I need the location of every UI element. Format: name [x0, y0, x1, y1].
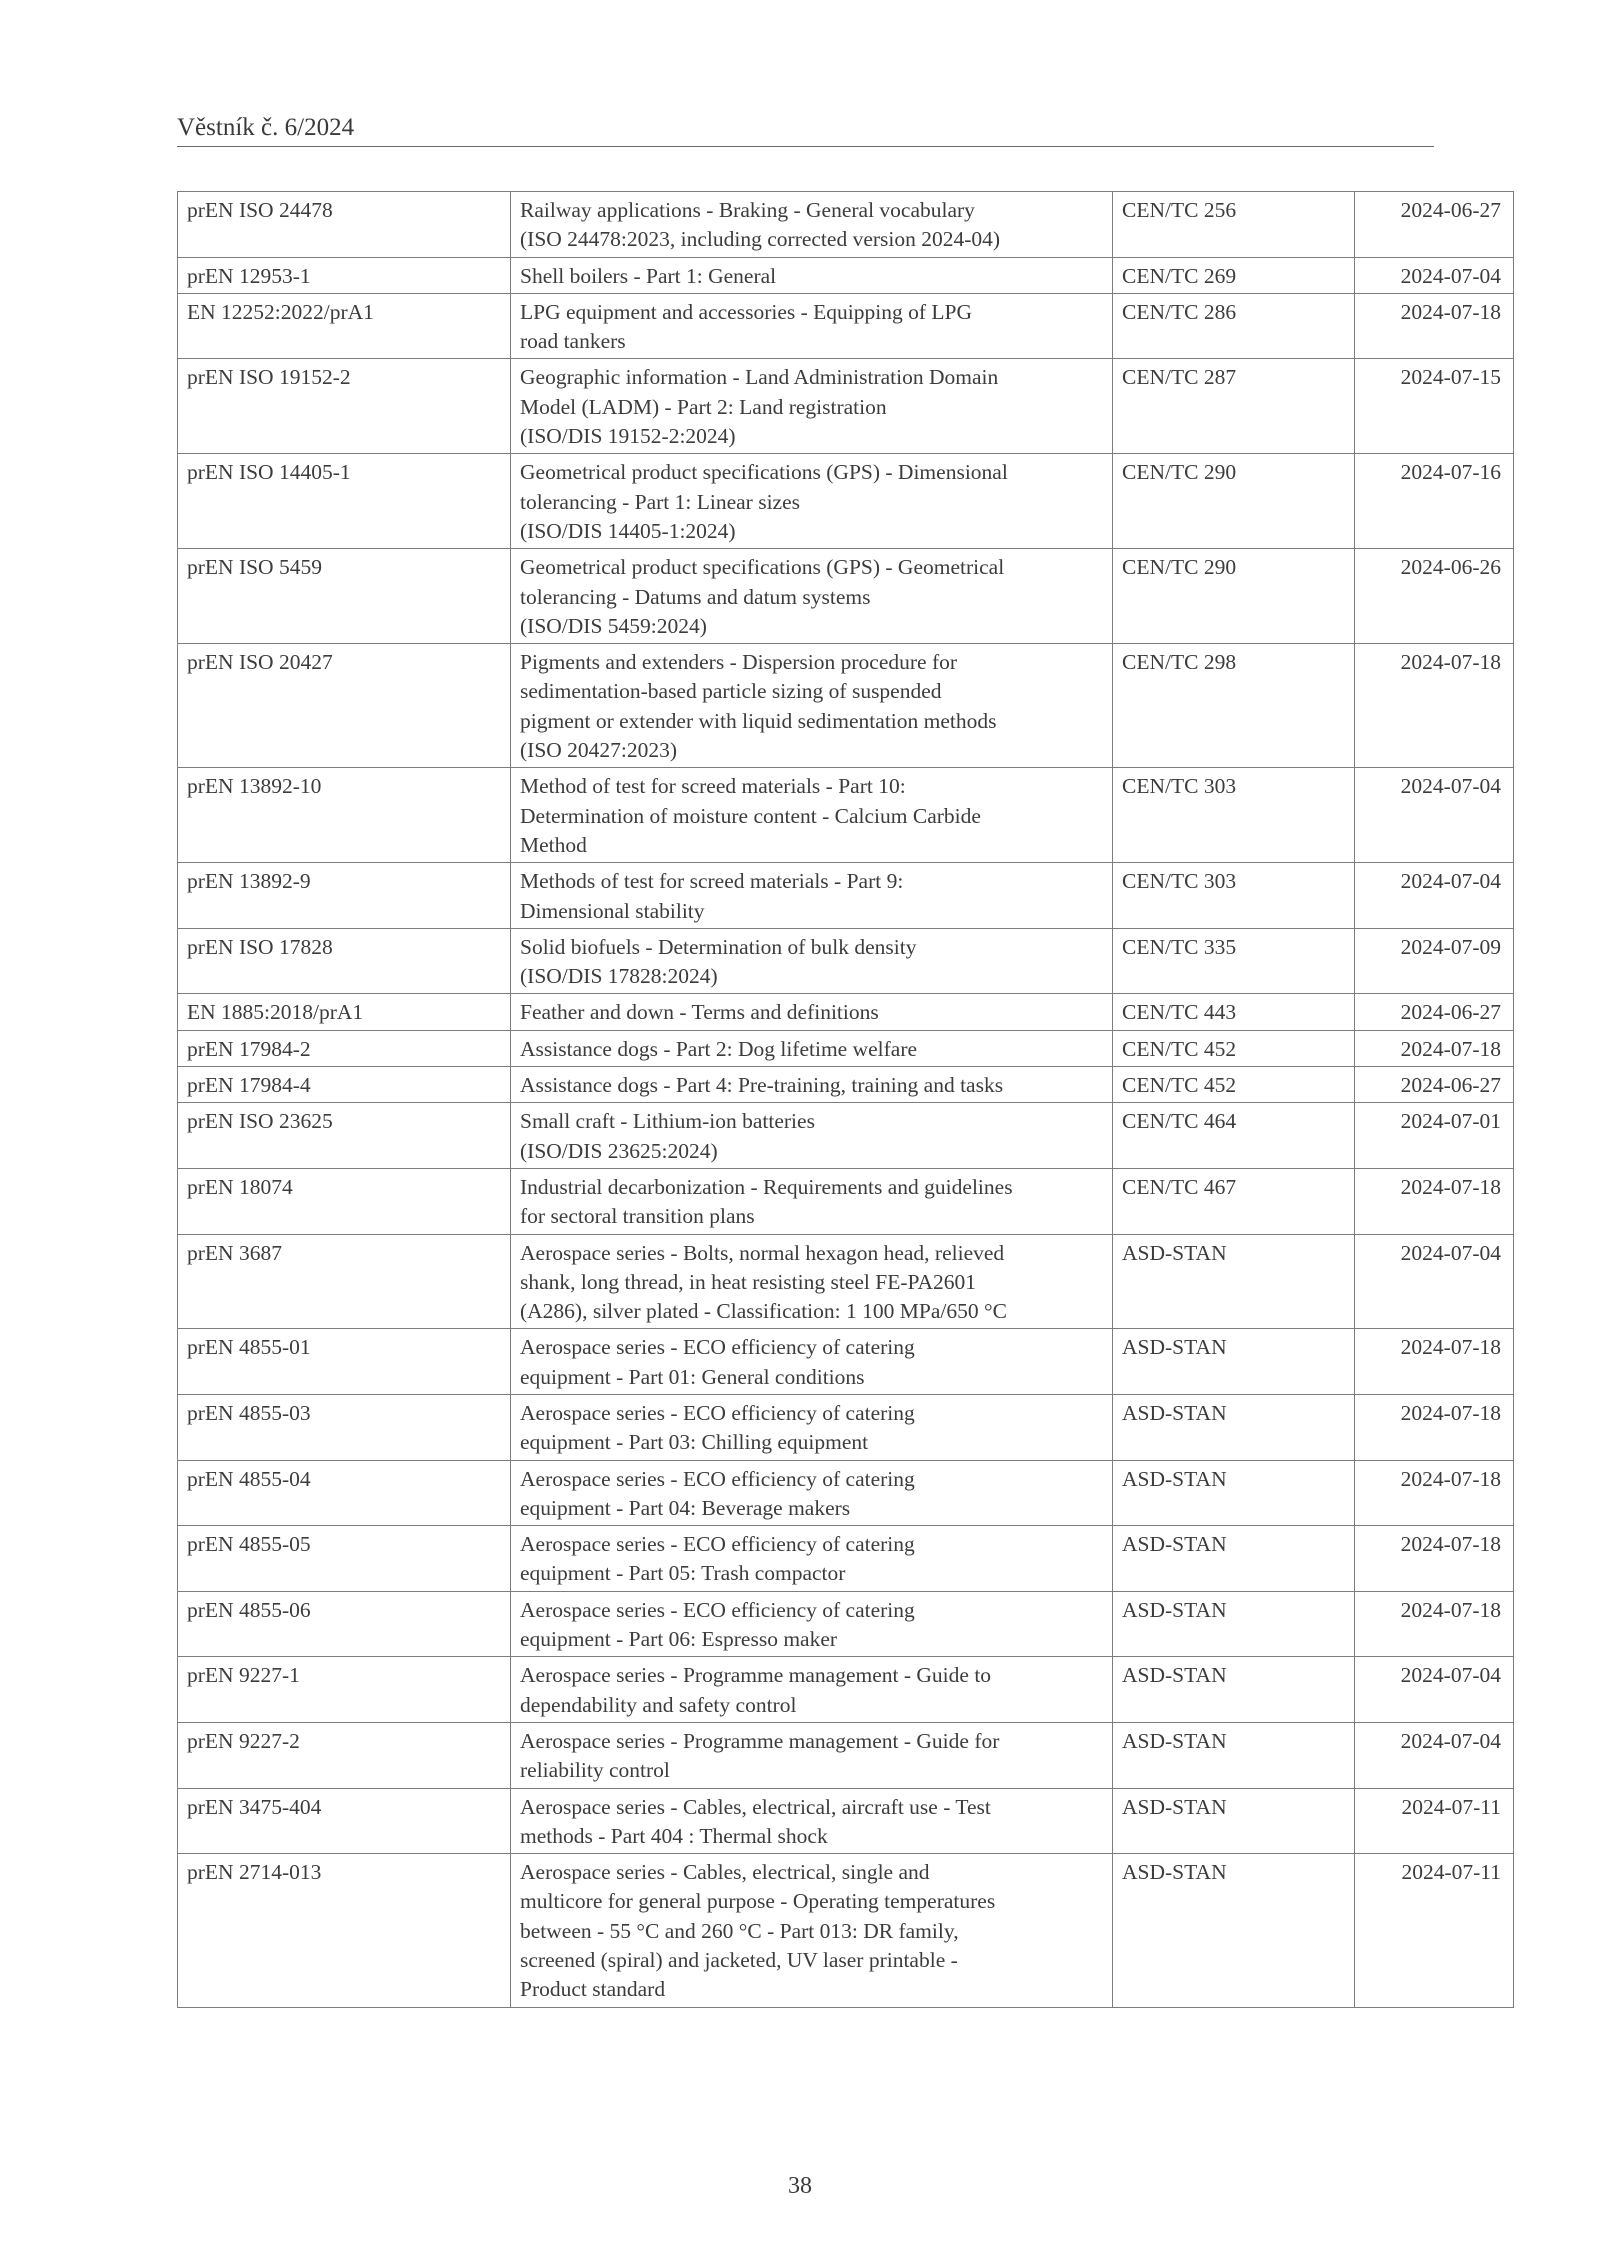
standard-title-cell: Aerospace series - ECO efficiency of catering equipment - Part 05: Trash compactor — [511, 1526, 1113, 1592]
standard-code-cell: prEN 17984-2 — [178, 1030, 511, 1066]
deadline-date-cell: 2024-07-11 — [1355, 1854, 1514, 2007]
page-header — [177, 114, 1434, 147]
committee-cell: CEN/TC 290 — [1113, 549, 1355, 644]
standard-code-cell: prEN 4855-06 — [178, 1591, 511, 1657]
standard-code-cell: prEN ISO 14405-1 — [178, 454, 511, 549]
deadline-date-cell: 2024-07-18 — [1355, 293, 1514, 359]
table-row — [178, 1103, 1514, 1169]
table-row — [178, 1234, 1514, 1329]
standard-title-cell: Geometrical product specifications (GPS) - Geometrical tolerancing - Datums and datum systems (ISO/DIS 5459:2024) — [511, 549, 1113, 644]
table-row — [178, 1030, 1514, 1066]
standard-code-cell: prEN 17984-4 — [178, 1067, 511, 1103]
table-row — [178, 1788, 1514, 1854]
deadline-date-cell: 2024-06-27 — [1355, 994, 1514, 1030]
committee-cell: ASD-STAN — [1113, 1394, 1355, 1460]
committee-cell: CEN/TC 464 — [1113, 1103, 1355, 1169]
committee-cell: CEN/TC 452 — [1113, 1067, 1355, 1103]
deadline-date-cell: 2024-07-04 — [1355, 257, 1514, 293]
committee-cell: ASD-STAN — [1113, 1788, 1355, 1854]
standard-title-cell: Shell boilers - Part 1: General — [511, 257, 1113, 293]
deadline-date-cell: 2024-06-27 — [1355, 1067, 1514, 1103]
standard-code-cell: prEN ISO 24478 — [178, 192, 511, 258]
standard-title-cell: Aerospace series - Cables, electrical, single and multicore for general purpose - Operating temperatures between - 55 °C and 260 °C - Part 013: DR family, screened (spiral) and jacketed, UV laser printable - Product standard — [511, 1854, 1113, 2007]
standard-code-cell: prEN 4855-03 — [178, 1394, 511, 1460]
standard-title-cell: Aerospace series - ECO efficiency of catering equipment - Part 01: General conditions — [511, 1329, 1113, 1395]
deadline-date-cell: 2024-06-26 — [1355, 549, 1514, 644]
committee-cell: CEN/TC 467 — [1113, 1168, 1355, 1234]
standard-code-cell: prEN ISO 20427 — [178, 644, 511, 768]
table-row — [178, 359, 1514, 454]
deadline-date-cell: 2024-07-18 — [1355, 1394, 1514, 1460]
table-row — [178, 768, 1514, 863]
table-row — [178, 928, 1514, 994]
standard-title-cell: Method of test for screed materials - Part 10: Determination of moisture content - Calcium Carbide Method — [511, 768, 1113, 863]
standard-code-cell: prEN ISO 23625 — [178, 1103, 511, 1169]
deadline-date-cell: 2024-07-09 — [1355, 928, 1514, 994]
standard-code-cell: EN 12252:2022/prA1 — [178, 293, 511, 359]
table-row — [178, 257, 1514, 293]
standard-title-cell: Aerospace series - Bolts, normal hexagon head, relieved shank, long thread, in heat resisting steel FE-PA2601 (A286), silver plated - Classification: 1 100 MPa/650 °C — [511, 1234, 1113, 1329]
standard-title-cell: Aerospace series - ECO efficiency of catering equipment - Part 03: Chilling equipment — [511, 1394, 1113, 1460]
table-row — [178, 1168, 1514, 1234]
committee-cell: CEN/TC 290 — [1113, 454, 1355, 549]
committee-cell: CEN/TC 286 — [1113, 293, 1355, 359]
table-row — [178, 994, 1514, 1030]
table-row — [178, 1460, 1514, 1526]
standard-code-cell: prEN ISO 19152-2 — [178, 359, 511, 454]
committee-cell: CEN/TC 303 — [1113, 768, 1355, 863]
standard-title-cell: Methods of test for screed materials - Part 9: Dimensional stability — [511, 863, 1113, 929]
standard-code-cell: prEN 2714-013 — [178, 1854, 511, 2007]
table-row — [178, 1854, 1514, 2007]
deadline-date-cell: 2024-07-18 — [1355, 1030, 1514, 1066]
committee-cell: CEN/TC 298 — [1113, 644, 1355, 768]
deadline-date-cell: 2024-07-01 — [1355, 1103, 1514, 1169]
table-row — [178, 1722, 1514, 1788]
deadline-date-cell: 2024-07-18 — [1355, 1591, 1514, 1657]
standard-title-cell: Geometrical product specifications (GPS) - Dimensional tolerancing - Part 1: Linear sizes (ISO/DIS 14405-1:2024) — [511, 454, 1113, 549]
table-row — [178, 549, 1514, 644]
table-row — [178, 1526, 1514, 1592]
committee-cell: CEN/TC 335 — [1113, 928, 1355, 994]
standard-title-cell: Assistance dogs - Part 2: Dog lifetime welfare — [511, 1030, 1113, 1066]
standard-code-cell: prEN 12953-1 — [178, 257, 511, 293]
committee-cell: ASD-STAN — [1113, 1526, 1355, 1592]
committee-cell: ASD-STAN — [1113, 1329, 1355, 1395]
deadline-date-cell: 2024-07-04 — [1355, 768, 1514, 863]
table-row — [178, 1067, 1514, 1103]
standard-title-cell: Industrial decarbonization - Requirements and guidelines for sectoral transition plans — [511, 1168, 1113, 1234]
committee-cell: CEN/TC 256 — [1113, 192, 1355, 258]
standard-code-cell: prEN 18074 — [178, 1168, 511, 1234]
table-row — [178, 863, 1514, 929]
table-row — [178, 1591, 1514, 1657]
deadline-date-cell: 2024-07-15 — [1355, 359, 1514, 454]
deadline-date-cell: 2024-06-27 — [1355, 192, 1514, 258]
table-row — [178, 1329, 1514, 1395]
standard-title-cell: Aerospace series - ECO efficiency of catering equipment - Part 06: Espresso maker — [511, 1591, 1113, 1657]
standards-table-body — [178, 192, 1514, 2008]
standard-code-cell: prEN 13892-9 — [178, 863, 511, 929]
standard-title-cell: Feather and down - Terms and definitions — [511, 994, 1113, 1030]
table-row — [178, 1394, 1514, 1460]
standard-title-cell: Solid biofuels - Determination of bulk density (ISO/DIS 17828:2024) — [511, 928, 1113, 994]
standard-title-cell: Small craft - Lithium-ion batteries (ISO/DIS 23625:2024) — [511, 1103, 1113, 1169]
committee-cell: CEN/TC 269 — [1113, 257, 1355, 293]
deadline-date-cell: 2024-07-04 — [1355, 1722, 1514, 1788]
standard-code-cell: prEN 9227-2 — [178, 1722, 511, 1788]
table-row — [178, 293, 1514, 359]
standard-code-cell: prEN 3475-404 — [178, 1788, 511, 1854]
standard-title-cell: Geographic information - Land Administration Domain Model (LADM) - Part 2: Land registration (ISO/DIS 19152-2:2024) — [511, 359, 1113, 454]
committee-cell: CEN/TC 287 — [1113, 359, 1355, 454]
standard-code-cell: prEN ISO 5459 — [178, 549, 511, 644]
standard-title-cell: Aerospace series - Programme management - Guide for reliability control — [511, 1722, 1113, 1788]
standard-title-cell: Pigments and extenders - Dispersion procedure for sedimentation-based particle sizing of suspended pigment or extender with liquid sedimentation methods (ISO 20427:2023) — [511, 644, 1113, 768]
committee-cell: CEN/TC 452 — [1113, 1030, 1355, 1066]
deadline-date-cell: 2024-07-18 — [1355, 1460, 1514, 1526]
deadline-date-cell: 2024-07-04 — [1355, 1657, 1514, 1723]
committee-cell: ASD-STAN — [1113, 1722, 1355, 1788]
standard-code-cell: prEN 9227-1 — [178, 1657, 511, 1723]
standard-title-cell: Assistance dogs - Part 4: Pre-training, training and tasks — [511, 1067, 1113, 1103]
standard-code-cell: prEN 3687 — [178, 1234, 511, 1329]
deadline-date-cell: 2024-07-16 — [1355, 454, 1514, 549]
deadline-date-cell: 2024-07-18 — [1355, 1329, 1514, 1395]
standard-code-cell: prEN ISO 17828 — [178, 928, 511, 994]
committee-cell: ASD-STAN — [1113, 1591, 1355, 1657]
standard-title-cell: Aerospace series - Programme management - Guide to dependability and safety control — [511, 1657, 1113, 1723]
committee-cell: ASD-STAN — [1113, 1234, 1355, 1329]
committee-cell: ASD-STAN — [1113, 1854, 1355, 2007]
deadline-date-cell: 2024-07-11 — [1355, 1788, 1514, 1854]
table-row — [178, 454, 1514, 549]
journal-title: Věstník č. 6/2024 — [177, 114, 355, 141]
deadline-date-cell: 2024-07-18 — [1355, 1168, 1514, 1234]
deadline-date-cell: 2024-07-18 — [1355, 644, 1514, 768]
committee-cell: CEN/TC 303 — [1113, 863, 1355, 929]
table-row — [178, 1657, 1514, 1723]
standards-table-container — [177, 191, 1501, 2008]
standard-code-cell: prEN 4855-01 — [178, 1329, 511, 1395]
deadline-date-cell: 2024-07-04 — [1355, 1234, 1514, 1329]
standard-title-cell: Aerospace series - Cables, electrical, aircraft use - Test methods - Part 404 : Thermal shock — [511, 1788, 1113, 1854]
deadline-date-cell: 2024-07-18 — [1355, 1526, 1514, 1592]
standard-title-cell: LPG equipment and accessories - Equipping of LPG road tankers — [511, 293, 1113, 359]
standard-title-cell: Aerospace series - ECO efficiency of catering equipment - Part 04: Beverage makers — [511, 1460, 1113, 1526]
standard-code-cell: EN 1885:2018/prA1 — [178, 994, 511, 1030]
standard-code-cell: prEN 4855-05 — [178, 1526, 511, 1592]
committee-cell: CEN/TC 443 — [1113, 994, 1355, 1030]
committee-cell: ASD-STAN — [1113, 1460, 1355, 1526]
table-row — [178, 192, 1514, 258]
standard-code-cell: prEN 13892-10 — [178, 768, 511, 863]
standard-title-cell: Railway applications - Braking - General vocabulary (ISO 24478:2023, including corrected version 2024-04) — [511, 192, 1113, 258]
standard-code-cell: prEN 4855-04 — [178, 1460, 511, 1526]
deadline-date-cell: 2024-07-04 — [1355, 863, 1514, 929]
table-row — [178, 644, 1514, 768]
committee-cell: ASD-STAN — [1113, 1657, 1355, 1723]
page-number: 38 — [788, 2173, 812, 2199]
standards-table — [177, 191, 1514, 2008]
